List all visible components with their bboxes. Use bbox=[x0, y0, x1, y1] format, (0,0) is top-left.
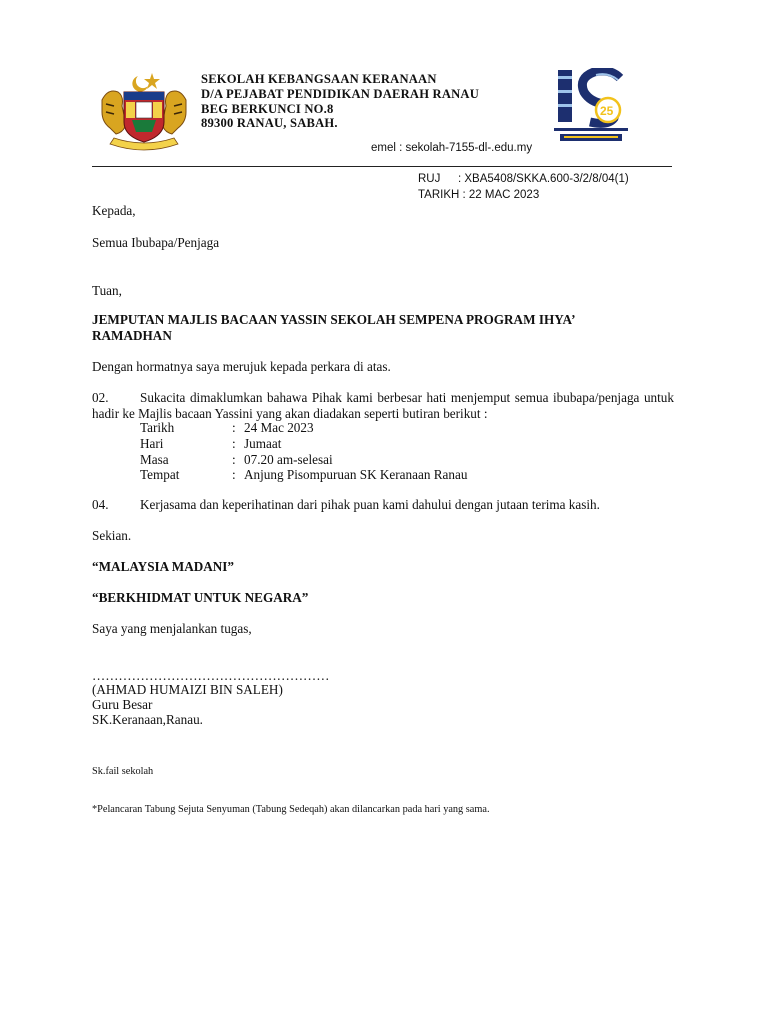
paragraph-number: 02. bbox=[92, 390, 109, 405]
paragraph-number: 04. bbox=[92, 497, 109, 512]
salutation: Tuan, bbox=[92, 283, 122, 298]
detail-label: Masa bbox=[140, 452, 169, 467]
detail-row-time bbox=[140, 452, 333, 468]
detail-label: Hari bbox=[140, 436, 164, 451]
detail-row-day bbox=[140, 436, 281, 452]
duty-line: Saya yang menjalankan tugas, bbox=[92, 621, 252, 636]
school-name: SEKOLAH KEBANGSAAN KERANAAN bbox=[201, 72, 437, 86]
signatory-school: SK.Keranaan,Ranau. bbox=[92, 712, 203, 727]
letterhead-divider bbox=[92, 166, 672, 167]
detail-separator: : bbox=[232, 452, 236, 467]
detail-separator: : bbox=[232, 420, 236, 435]
reference-block bbox=[418, 172, 629, 203]
ref-label: RUJ bbox=[418, 173, 441, 185]
footnote: *Pelancaran Tabung Sejuta Senyuman (Tabung Sedeqah) akan dilancarkan pada hari yang sama. bbox=[92, 804, 490, 815]
paragraph-thanks bbox=[92, 497, 674, 513]
letter-subject: JEMPUTAN MAJLIS BACAAN YASSIN SEKOLAH SEMPENA PROGRAM IHYA’ RAMADHAN bbox=[92, 312, 575, 343]
paragraph-invitation bbox=[92, 390, 674, 421]
ref-number: : XBA5408/SKKA.600-3/2/8/04(1) bbox=[458, 173, 629, 185]
closing: Sekian. bbox=[92, 528, 132, 543]
paragraph-intro: Dengan hormatnya saya merujuk kepada perkara di atas. bbox=[92, 359, 391, 374]
detail-separator: : bbox=[232, 467, 236, 482]
detail-row-venue bbox=[140, 467, 467, 483]
detail-label: Tempat bbox=[140, 467, 180, 482]
signature-line: ……………………………………………… bbox=[92, 668, 330, 683]
detail-row-date bbox=[140, 420, 314, 436]
mail-box: BEG BERKUNCI NO.8 bbox=[201, 101, 334, 116]
detail-value: Jumaat bbox=[244, 436, 282, 451]
slogan-malaysia-madani: “MALAYSIA MADANI” bbox=[92, 559, 235, 574]
paragraph-text: Sukacita dimaklumkan bahawa Pihak kami berbesar hati menjemput semua ibubapa/penjaga untuk hadir ke Majlis bacaan Yassini yang akan diadakan seperti butiran berikut : bbox=[92, 390, 674, 421]
postal-address: 89300 RANAU, SABAH. bbox=[201, 116, 338, 131]
detail-value: 24 Mac 2023 bbox=[244, 420, 314, 435]
cc-note: Sk.fail sekolah bbox=[92, 766, 154, 777]
school-email: emel : sekolah-7155-dl-.edu.my bbox=[371, 142, 533, 154]
letter-date: TARIKH : 22 MAC 2023 bbox=[418, 188, 540, 201]
paragraph-text: Kerjasama dan keperihatinan dari pihak puan kami dahului dengan jutaan terima kasih. bbox=[140, 497, 600, 512]
signatory-name: (AHMAD HUMAIZI BIN SALEH) bbox=[92, 682, 283, 697]
district-office: D/A PEJABAT PENDIDIKAN DAERAH RANAU bbox=[201, 86, 480, 101]
slogan-berkhidmat: “BERKHIDMAT UNTUK NEGARA” bbox=[92, 590, 309, 605]
letterhead bbox=[201, 72, 479, 131]
recipient: Semua Ibubapa/Penjaga bbox=[92, 235, 220, 250]
transformasi-sekolah-25-logo-icon bbox=[552, 68, 630, 148]
detail-label: Tarikh bbox=[140, 420, 175, 435]
detail-separator: : bbox=[232, 436, 236, 451]
svg-text:25: 25 bbox=[600, 104, 614, 118]
to-label: Kepada, bbox=[92, 203, 136, 218]
malaysia-coat-of-arms-icon bbox=[96, 70, 192, 152]
detail-value: Anjung Pisompuruan SK Keranaan Ranau bbox=[244, 467, 468, 482]
detail-value: 07.20 am-selesai bbox=[244, 452, 333, 467]
signatory-title: Guru Besar bbox=[92, 697, 153, 712]
